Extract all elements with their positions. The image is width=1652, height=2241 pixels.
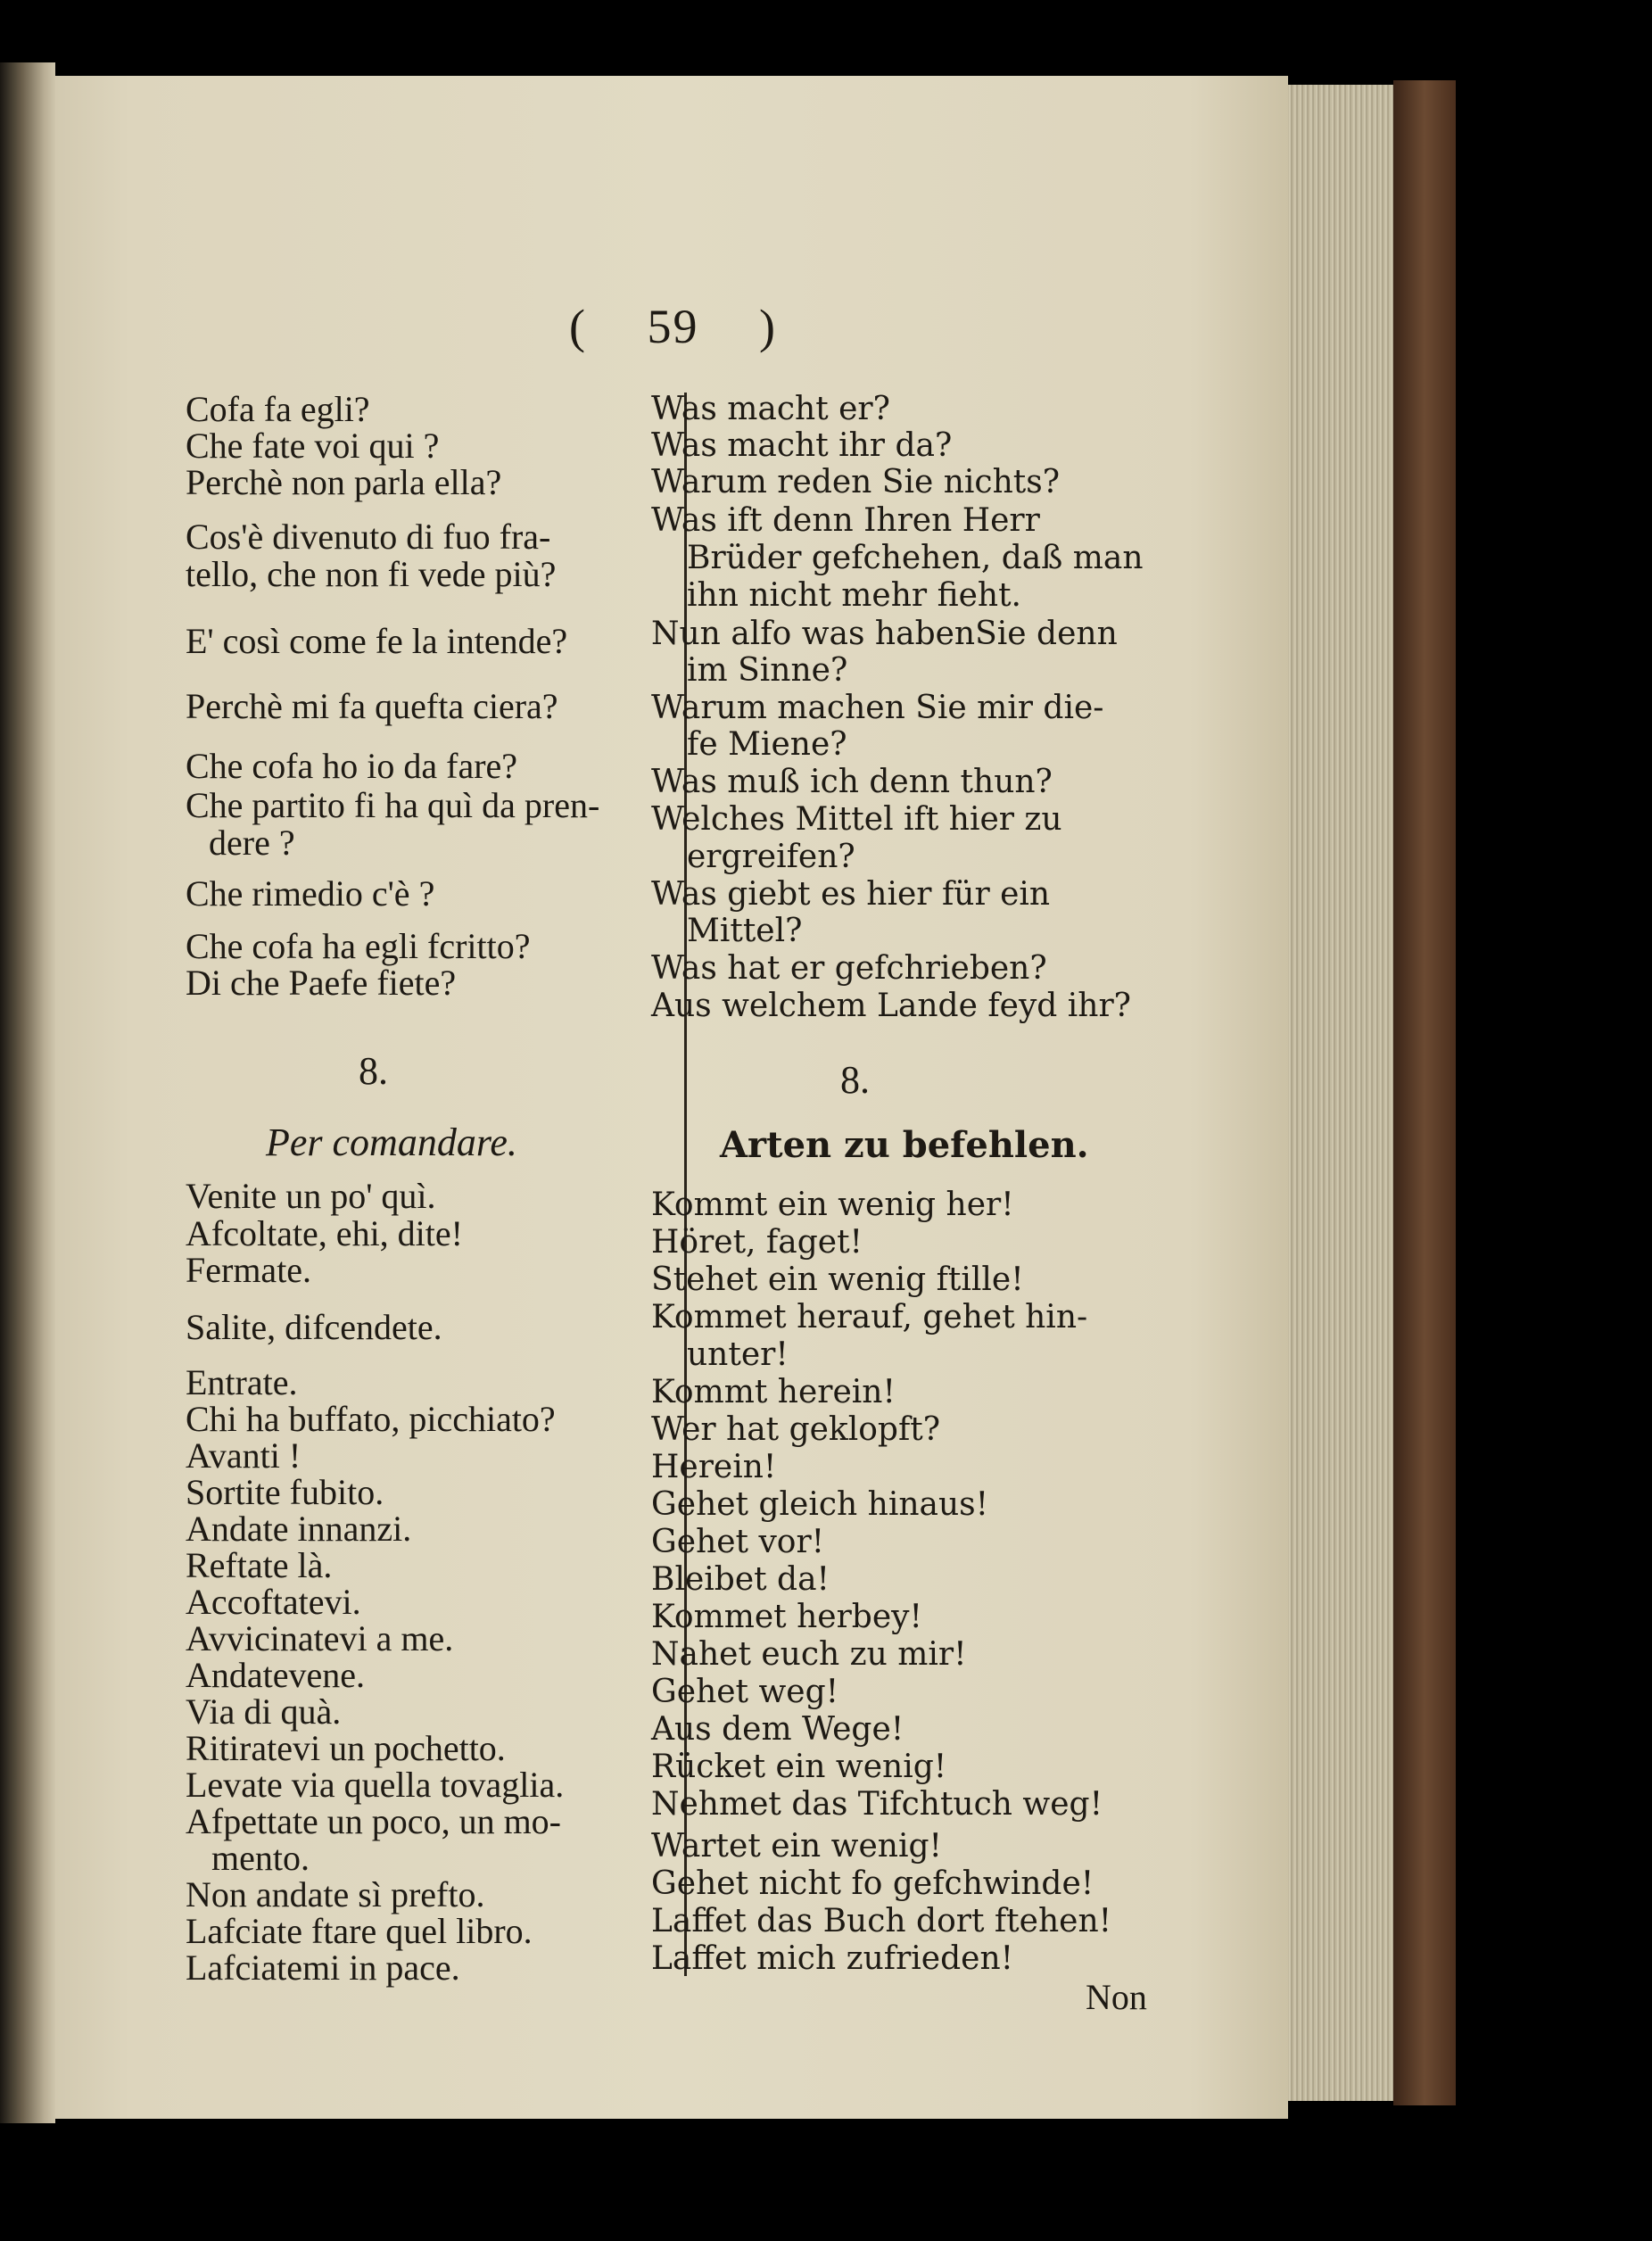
de-line: Kommt ein wenig her! (651, 1187, 1014, 1223)
it-line: Non andate sì prefto. (186, 1874, 485, 1914)
it-line: Avvicinatevi a me. (186, 1618, 454, 1658)
de-line: Laffet mich zufrieden! (651, 1940, 1014, 1977)
book-cover (1393, 80, 1456, 2105)
it-line: Andate innanzi. (186, 1509, 412, 1549)
it-line: Reftate là. (186, 1545, 333, 1585)
de-line: Aus welchem Lande feyd ihr? (651, 988, 1131, 1024)
it-line: Venite un po' quì. (186, 1176, 436, 1216)
it-line: Ritiratevi un pochetto. (186, 1728, 506, 1768)
it-line: dere ? (209, 823, 295, 863)
de-line: ergreifen? (687, 839, 855, 875)
it-line: Lafciatemi in pace. (186, 1947, 460, 1988)
de-line: im Sinne? (687, 652, 848, 689)
de-line: Was ift denn Ihren Herr (651, 502, 1040, 539)
section-title-de: Arten zu befehlen. (720, 1124, 1089, 1166)
de-line: Was macht er? (651, 391, 890, 427)
de-line: Nun alfo was habenSie denn (651, 616, 1118, 652)
de-line: Kommet herauf, gehet hin- (651, 1299, 1088, 1336)
de-line: Höret, faget! (651, 1224, 863, 1261)
de-line: Wartet ein wenig! (651, 1828, 943, 1865)
de-line: Wer hat geklopft? (651, 1411, 941, 1448)
de-line: Nehmet das Tifchtuch weg! (651, 1786, 1103, 1823)
de-line: Was giebt es hier für ein (651, 876, 1051, 913)
section-number-it: 8. (359, 1049, 388, 1093)
it-line: Avanti ! (186, 1435, 301, 1476)
it-line: Andatevene. (186, 1655, 366, 1695)
it-line: Che rimedio c'è ? (186, 873, 435, 914)
folio-number: 59 (647, 300, 699, 353)
it-line: Accoftatevi. (186, 1582, 361, 1622)
de-line: Bleibet da! (651, 1561, 830, 1598)
section-number-de: 8. (840, 1058, 870, 1102)
de-line: Aus dem Wege! (651, 1711, 904, 1748)
de-line: Welches Mittel ift hier zu (651, 801, 1062, 838)
de-line: Gehet nicht fo gefchwinde! (651, 1865, 1094, 1902)
it-line: E' così come fe la intende? (186, 621, 568, 661)
section-title-it: Per comandare. (266, 1120, 517, 1164)
it-line: Fermate. (186, 1250, 312, 1290)
de-line: Gehet gleich hinaus! (651, 1486, 989, 1523)
de-line: Nahet euch zu mir! (651, 1636, 967, 1673)
it-line: Sortite fubito. (186, 1472, 384, 1512)
it-line: Cos'è divenuto di fuo fra- (186, 517, 551, 557)
de-line: Brüder gefchehen, daß man (687, 540, 1144, 576)
page-block-edges (1288, 85, 1393, 2101)
de-line: Stehet ein wenig ftille! (651, 1261, 1024, 1298)
catchword: Non (1086, 1977, 1147, 2017)
de-line: Was muß ich denn thun? (651, 764, 1053, 800)
it-line: Che partito fi ha quì da pren- (186, 785, 600, 825)
it-line: Di che Paefe fiete? (186, 963, 457, 1003)
de-line: Was hat er gefchrieben? (651, 950, 1047, 987)
de-line: Kommet herbey! (651, 1599, 922, 1635)
it-line: Levate via quella tovaglia. (186, 1765, 565, 1805)
de-line: Warum reden Sie nichts? (651, 464, 1061, 500)
it-line: Perchè non parla ella? (186, 462, 502, 502)
it-line: Via di quà. (186, 1691, 342, 1732)
it-line: Perchè mi fa quefta ciera? (186, 686, 558, 726)
book-page (55, 76, 1288, 2119)
de-line: Gehet vor! (651, 1524, 825, 1560)
de-line: Warum machen Sie mir die- (651, 690, 1104, 726)
folio-open: ( (569, 300, 587, 353)
de-line: Herein! (651, 1449, 777, 1485)
page-number (55, 299, 1291, 354)
it-line: Cofa fa egli? (186, 389, 370, 429)
de-line: fe Miene? (687, 726, 847, 763)
it-line: Afcoltate, ehi, dite! (186, 1213, 463, 1253)
it-line: Entrate. (186, 1362, 298, 1402)
it-line: Chi ha buffato, picchiato? (186, 1399, 556, 1439)
de-line: Mittel? (687, 913, 803, 949)
de-line: Rücket ein wenig! (651, 1749, 947, 1785)
de-line: Was macht ihr da? (651, 427, 953, 464)
it-line: Salite, difcendete. (186, 1307, 442, 1347)
de-line: unter! (687, 1336, 789, 1373)
it-line: Che fate voi qui ? (186, 426, 440, 466)
de-line: Laffet das Buch dort ftehen! (651, 1903, 1112, 1939)
it-line: mento. (211, 1838, 310, 1878)
de-line: Kommt herein! (651, 1374, 896, 1410)
folio-close: ) (759, 300, 777, 353)
it-line: Che cofa ha egli fcritto? (186, 926, 531, 966)
it-line: Afpettate un poco, un mo- (186, 1801, 561, 1841)
it-line: Che cofa ho io da fare? (186, 746, 518, 786)
de-line: Gehet weg! (651, 1674, 839, 1710)
it-line: tello, che non fi vede più? (186, 554, 557, 594)
facing-page-edge (0, 62, 55, 2123)
it-line: Lafciate ftare quel libro. (186, 1911, 533, 1951)
de-line: ihn nicht mehr fieht. (687, 577, 1021, 614)
